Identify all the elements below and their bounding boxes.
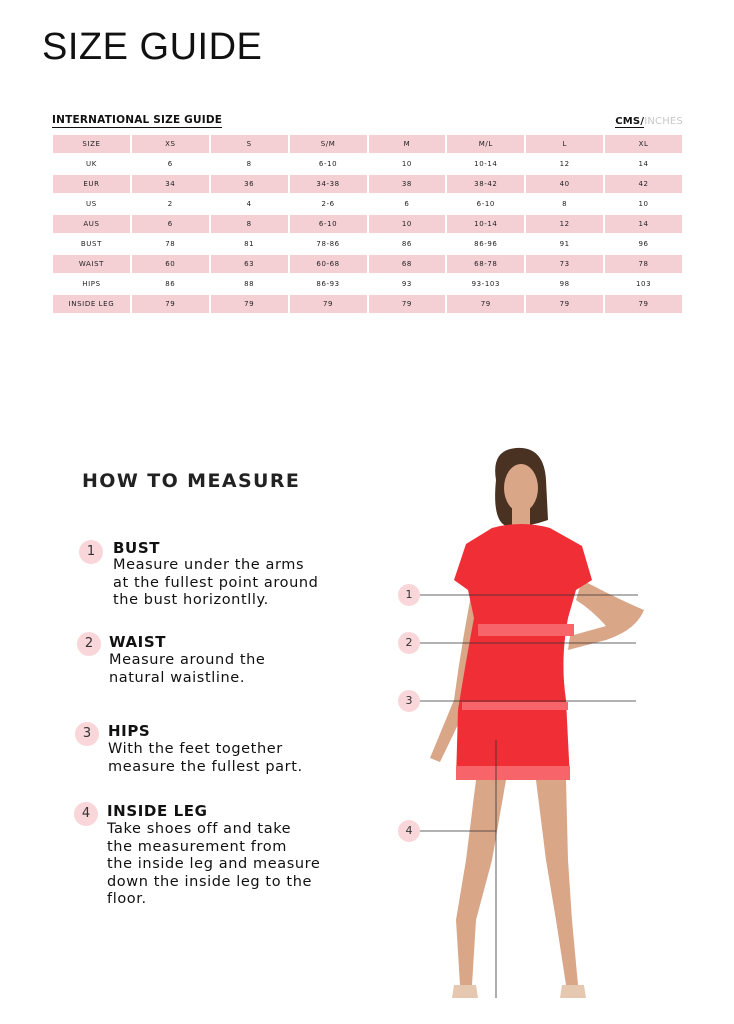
- table-cell: 93: [369, 275, 446, 293]
- step-description: With the feet together measure the fullest part.: [108, 741, 303, 775]
- table-cell: 14: [605, 155, 682, 173]
- table-cell: 96: [605, 235, 682, 253]
- table-cell: 78-86: [290, 235, 367, 253]
- table-cell: 81: [211, 235, 288, 253]
- table-cell: 79: [605, 295, 682, 313]
- table-cell: M/L: [447, 135, 524, 153]
- table-cell: 68-78: [447, 255, 524, 273]
- table-cell: 6: [132, 155, 209, 173]
- table-cell: 38: [369, 175, 446, 193]
- table-cell: XS: [132, 135, 209, 153]
- table-cell: 93-103: [447, 275, 524, 293]
- table-cell: 38-42: [447, 175, 524, 193]
- table-row: [53, 255, 682, 273]
- table-row: [53, 195, 682, 213]
- table-cell: 78: [605, 255, 682, 273]
- row-label: US: [53, 195, 130, 213]
- marker-inside-leg: 4: [398, 820, 420, 842]
- table-cell: 8: [526, 195, 603, 213]
- row-label: SIZE: [53, 135, 130, 153]
- table-row: [53, 215, 682, 233]
- table-cell: 103: [605, 275, 682, 293]
- table-cell: 10: [369, 215, 446, 233]
- page-title: SIZE GUIDE: [42, 26, 263, 68]
- table-cell: 79: [211, 295, 288, 313]
- row-label: WAIST: [53, 255, 130, 273]
- step-title: HIPS: [108, 722, 151, 740]
- table-cell: 98: [526, 275, 603, 293]
- table-cell: 88: [211, 275, 288, 293]
- table-cell: 68: [369, 255, 446, 273]
- table-cell: 40: [526, 175, 603, 193]
- table-cell: 86-93: [290, 275, 367, 293]
- unit-cms[interactable]: CMS/: [615, 116, 645, 127]
- table-cell: 6-10: [447, 195, 524, 213]
- row-label: BUST: [53, 235, 130, 253]
- how-to-measure-title: HOW TO MEASURE: [82, 470, 301, 492]
- table-cell: XL: [605, 135, 682, 153]
- row-label: HIPS: [53, 275, 130, 293]
- table-cell: 14: [605, 215, 682, 233]
- table-cell: 79: [526, 295, 603, 313]
- table-cell: 8: [211, 215, 288, 233]
- table-cell: 60: [132, 255, 209, 273]
- table-cell: 10: [369, 155, 446, 173]
- table-cell: 34: [132, 175, 209, 193]
- table-cell: 34-38: [290, 175, 367, 193]
- unit-inches[interactable]: INCHES: [644, 116, 683, 127]
- table-cell: 10-14: [447, 215, 524, 233]
- table-row: [53, 275, 682, 293]
- step-number-badge: 1: [79, 540, 103, 564]
- table-cell: 4: [211, 195, 288, 213]
- table-cell: 78: [132, 235, 209, 253]
- row-label: INSIDE LEG: [53, 295, 130, 313]
- table-cell: 91: [526, 235, 603, 253]
- table-cell: S: [211, 135, 288, 153]
- table-cell: L: [526, 135, 603, 153]
- step-number-badge: 2: [77, 632, 101, 656]
- table-cell: 63: [211, 255, 288, 273]
- table-cell: M: [369, 135, 446, 153]
- step-title: BUST: [113, 539, 161, 557]
- step-title: WAIST: [109, 633, 167, 651]
- table-row: [53, 175, 682, 193]
- marker-waist: 2: [398, 632, 420, 654]
- table-row: [53, 155, 682, 173]
- table-cell: 6-10: [290, 155, 367, 173]
- table-cell: 8: [211, 155, 288, 173]
- row-label: AUS: [53, 215, 130, 233]
- table-cell: 36: [211, 175, 288, 193]
- step-description: Take shoes off and take the measurement from the inside leg and measure down the inside leg to the floor.: [107, 821, 321, 907]
- model-figure: [396, 440, 656, 1010]
- table-cell: 79: [132, 295, 209, 313]
- step-description: Measure around the natural waistline.: [109, 652, 266, 686]
- step-title: INSIDE LEG: [107, 802, 208, 820]
- table-row: [53, 235, 682, 253]
- table-cell: 2-6: [290, 195, 367, 213]
- table-row: [53, 295, 682, 313]
- step-number-badge: 3: [75, 722, 99, 746]
- row-label: UK: [53, 155, 130, 173]
- table-cell: 86: [369, 235, 446, 253]
- step-description: Measure under the arms at the fullest point around the bust horizontlly.: [113, 557, 319, 608]
- size-guide-heading: INTERNATIONAL SIZE GUIDE: [52, 114, 223, 126]
- size-table: [51, 133, 684, 315]
- table-cell: 6-10: [290, 215, 367, 233]
- table-cell: 2: [132, 195, 209, 213]
- marker-hips: 3: [398, 690, 420, 712]
- table-cell: 42: [605, 175, 682, 193]
- step-number-badge: 4: [74, 802, 98, 826]
- unit-toggle[interactable]: [615, 116, 683, 127]
- table-cell: 6: [132, 215, 209, 233]
- row-label: EUR: [53, 175, 130, 193]
- table-cell: 73: [526, 255, 603, 273]
- model-illustration: [396, 440, 656, 1010]
- table-row: [53, 135, 682, 153]
- table-cell: 86-96: [447, 235, 524, 253]
- table-cell: 12: [526, 155, 603, 173]
- table-cell: 10-14: [447, 155, 524, 173]
- table-cell: 79: [447, 295, 524, 313]
- table-cell: 10: [605, 195, 682, 213]
- marker-bust: 1: [398, 584, 420, 606]
- table-cell: S/M: [290, 135, 367, 153]
- table-cell: 86: [132, 275, 209, 293]
- table-cell: 6: [369, 195, 446, 213]
- table-cell: 60-68: [290, 255, 367, 273]
- table-cell: 79: [290, 295, 367, 313]
- table-cell: 79: [369, 295, 446, 313]
- table-cell: 12: [526, 215, 603, 233]
